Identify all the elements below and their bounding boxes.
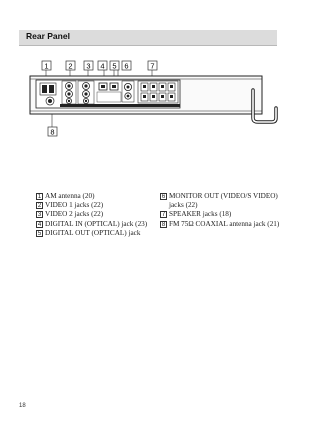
legend-item bbox=[36, 210, 151, 219]
legend-item bbox=[160, 220, 280, 229]
monitor-out-jacks bbox=[122, 81, 134, 102]
callout-7 bbox=[148, 61, 157, 71]
legend-item bbox=[36, 201, 151, 210]
legend-text: DIGITAL IN (OPTICAL) jack (23) bbox=[45, 219, 148, 228]
video-2-jacks bbox=[78, 81, 94, 104]
svg-text:4: 4 bbox=[100, 61, 105, 71]
legend-right-column bbox=[160, 192, 280, 229]
legend-item bbox=[36, 220, 151, 229]
legend-number: 6 bbox=[161, 194, 166, 200]
svg-text:2: 2 bbox=[68, 61, 73, 71]
svg-text:5: 5 bbox=[112, 61, 117, 71]
legend-item bbox=[36, 229, 151, 238]
legend-item bbox=[36, 192, 151, 201]
legend-number: 8 bbox=[161, 221, 166, 228]
video-1-jacks bbox=[62, 81, 76, 104]
legend-text: VIDEO 1 jacks (22) bbox=[45, 201, 104, 210]
digital-out-optical-jack bbox=[110, 83, 118, 90]
svg-text:8: 8 bbox=[50, 127, 55, 137]
legend-number: 4 bbox=[37, 221, 42, 228]
svg-text:1: 1 bbox=[44, 61, 49, 71]
fm-coax-jack bbox=[46, 97, 54, 105]
section-title: Rear Panel bbox=[26, 31, 70, 41]
am-antenna-terminal bbox=[40, 83, 56, 95]
callout-2 bbox=[66, 61, 75, 71]
svg-text:3: 3 bbox=[86, 61, 91, 71]
legend-item bbox=[160, 210, 280, 219]
legend-text: SPEAKER jacks (18) bbox=[169, 210, 232, 219]
callout-4 bbox=[98, 61, 107, 71]
speaker-jacks bbox=[138, 81, 178, 103]
page-number: 18 bbox=[19, 403, 26, 409]
legend-number: 7 bbox=[161, 212, 166, 219]
legend-text: VIDEO 2 jacks (22) bbox=[45, 210, 104, 219]
svg-text:7: 7 bbox=[150, 61, 155, 71]
legend-number: 5 bbox=[37, 230, 42, 237]
callout-3 bbox=[84, 61, 93, 71]
legend-text: AM antenna (20) bbox=[45, 192, 95, 200]
callout-5 bbox=[110, 61, 119, 71]
legend-text: DIGITAL OUT (OPTICAL) jack bbox=[45, 228, 141, 237]
callout-6 bbox=[122, 61, 131, 71]
legend-left-column bbox=[36, 192, 151, 238]
legend-number: 2 bbox=[37, 203, 42, 210]
legend-number: 3 bbox=[37, 212, 42, 219]
svg-text:6: 6 bbox=[124, 61, 129, 71]
digital-in-optical-jack bbox=[99, 83, 107, 90]
legend-text: MONITOR OUT (VIDEO/S VIDEO) jacks (22) bbox=[169, 192, 278, 210]
legend-item bbox=[160, 192, 280, 210]
callout-1 bbox=[42, 61, 51, 71]
callout-8 bbox=[48, 127, 57, 137]
legend-number: 1 bbox=[37, 194, 42, 200]
legend-text: FM 75Ω COAXIAL antenna jack (21) bbox=[169, 219, 280, 228]
